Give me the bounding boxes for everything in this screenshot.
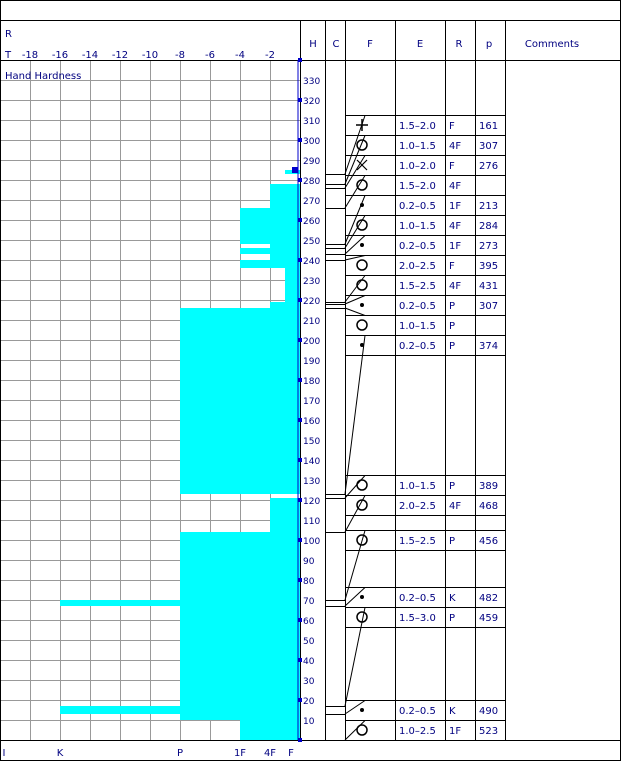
hardness-bar bbox=[180, 308, 300, 494]
height-label: 320 bbox=[303, 97, 321, 107]
column-header-comments: Comments bbox=[524, 39, 580, 50]
height-label: 210 bbox=[303, 317, 321, 327]
hardness-bar bbox=[240, 248, 300, 254]
hardness-bar bbox=[270, 304, 300, 308]
height-marker bbox=[298, 618, 302, 622]
layer-density: 389 bbox=[479, 481, 499, 492]
layer-grain-size: 2.0–2.5 bbox=[399, 501, 436, 512]
height-marker bbox=[298, 258, 302, 262]
column-header-e: E bbox=[416, 39, 424, 50]
column-header-c: C bbox=[332, 39, 340, 50]
layer-grain-size: 1.0–2.0 bbox=[399, 161, 436, 172]
hardness-bar bbox=[270, 184, 300, 208]
height-label: 300 bbox=[303, 137, 321, 147]
height-label: 130 bbox=[303, 477, 321, 487]
height-label: 90 bbox=[303, 557, 315, 567]
t-label: T bbox=[5, 50, 12, 61]
height-marker bbox=[298, 338, 302, 342]
height-marker bbox=[298, 658, 302, 662]
surface-marker bbox=[292, 167, 298, 173]
layer-grain-size: 0.2–0.5 bbox=[399, 201, 436, 212]
height-marker bbox=[298, 378, 302, 382]
height-marker bbox=[298, 218, 302, 222]
layer-grain-size: 1.5–3.0 bbox=[399, 613, 436, 624]
layer-hardness: P bbox=[449, 301, 456, 312]
layer-hardness: K bbox=[449, 593, 456, 604]
layer-grain-size: 1.0–1.5 bbox=[399, 141, 436, 152]
layer-hardness: 4F bbox=[449, 501, 462, 512]
height-label: 140 bbox=[303, 457, 321, 467]
column-header-p: p bbox=[485, 39, 493, 50]
height-marker bbox=[298, 738, 302, 742]
temperature-tick: -2 bbox=[265, 50, 275, 61]
temperature-tick: -4 bbox=[235, 50, 245, 61]
layer-grain-size: 1.5–2.5 bbox=[399, 536, 436, 547]
layer-density: 273 bbox=[479, 241, 499, 252]
layer-hardness: P bbox=[449, 321, 456, 332]
hardness-bar bbox=[270, 498, 300, 532]
hardness-scale-label: F bbox=[288, 748, 294, 759]
height-label: 260 bbox=[303, 217, 321, 227]
height-marker bbox=[298, 138, 302, 142]
layer-hardness: F bbox=[449, 261, 455, 272]
layer-grain-size: 1.0–1.5 bbox=[399, 481, 436, 492]
height-marker bbox=[298, 298, 302, 302]
height-label: 150 bbox=[303, 437, 321, 447]
layer-grain-size: 0.2–0.5 bbox=[399, 241, 436, 252]
height-label: 200 bbox=[303, 337, 321, 347]
temperature-tick: -10 bbox=[141, 50, 159, 61]
layer-density: 161 bbox=[479, 121, 499, 132]
layer-hardness: F bbox=[449, 121, 455, 132]
layer-hardness: P bbox=[449, 481, 456, 492]
height-marker bbox=[298, 578, 302, 582]
layer-hardness: P bbox=[449, 613, 456, 624]
hardness-scale-label: 1F bbox=[233, 748, 247, 759]
hardness-bar bbox=[240, 260, 300, 268]
layer-grain-size: 1.0–2.5 bbox=[399, 726, 436, 737]
temperature-tick: -8 bbox=[175, 50, 185, 61]
height-label: 160 bbox=[303, 417, 321, 427]
height-label: 20 bbox=[303, 697, 315, 707]
temperature-tick: -18 bbox=[21, 50, 39, 61]
height-label: 310 bbox=[303, 117, 321, 127]
temperature-tick: -16 bbox=[51, 50, 69, 61]
layer-density: 482 bbox=[479, 593, 499, 604]
layer-hardness: 1F bbox=[449, 201, 462, 212]
layer-grain-size: 0.2–0.5 bbox=[399, 593, 436, 604]
hardness-bar bbox=[60, 600, 300, 606]
height-marker bbox=[298, 538, 302, 542]
grain-dot-icon bbox=[360, 595, 364, 599]
height-marker bbox=[298, 458, 302, 462]
layer-hardness: 4F bbox=[449, 181, 462, 192]
layer-grain-size: 0.2–0.5 bbox=[399, 706, 436, 717]
layer-density: 490 bbox=[479, 706, 499, 717]
hardness-bar bbox=[270, 254, 300, 260]
layer-grain-size: 1.0–1.5 bbox=[399, 321, 436, 332]
layer-density: 276 bbox=[479, 161, 499, 172]
height-label: 280 bbox=[303, 177, 321, 187]
grain-dot-icon bbox=[360, 303, 364, 307]
column-header-r: R bbox=[455, 39, 463, 50]
height-label: 60 bbox=[303, 617, 315, 627]
layer-grain-size: 1.5–2.5 bbox=[399, 281, 436, 292]
height-label: 250 bbox=[303, 237, 321, 247]
layer-grain-size: 2.0–2.5 bbox=[399, 261, 436, 272]
layer-density: 431 bbox=[479, 281, 499, 292]
hardness-bar bbox=[180, 610, 300, 706]
height-label: 230 bbox=[303, 277, 321, 287]
layer-density: 374 bbox=[479, 341, 499, 352]
column-header-h: H bbox=[309, 39, 317, 50]
layer-grain-size: 0.2–0.5 bbox=[399, 341, 436, 352]
temperature-tick: -6 bbox=[205, 50, 215, 61]
layer-density: 213 bbox=[479, 201, 499, 212]
layer-hardness: 4F bbox=[449, 141, 462, 152]
hardness-bar bbox=[270, 302, 300, 304]
layer-density: 284 bbox=[479, 221, 499, 232]
hardness-scale-label: K bbox=[56, 748, 64, 759]
layer-grain-size: 1.0–1.5 bbox=[399, 221, 436, 232]
height-label: 100 bbox=[303, 537, 321, 547]
hardness-bar bbox=[240, 720, 300, 740]
hardness-bar bbox=[240, 208, 300, 244]
height-marker bbox=[298, 498, 302, 502]
height-marker bbox=[298, 178, 302, 182]
height-label: 30 bbox=[303, 677, 315, 687]
height-marker bbox=[298, 58, 302, 62]
grain-dot-icon bbox=[360, 243, 364, 247]
hardness-bar bbox=[180, 532, 300, 600]
height-marker bbox=[298, 98, 302, 102]
height-label: 70 bbox=[303, 597, 315, 607]
hardness-scale-label: 4F bbox=[263, 748, 277, 759]
height-label: 110 bbox=[303, 517, 321, 527]
layer-density: 459 bbox=[479, 613, 499, 624]
layer-density: 307 bbox=[479, 301, 499, 312]
layer-density: 468 bbox=[479, 501, 499, 512]
grain-dot-icon bbox=[360, 708, 364, 712]
column-header-f: F bbox=[367, 39, 373, 50]
height-label: 220 bbox=[303, 297, 321, 307]
layer-hardness: 4F bbox=[449, 281, 462, 292]
hardness-scale-label: P bbox=[176, 748, 184, 759]
hardness-bar bbox=[180, 714, 300, 720]
layer-density: 456 bbox=[479, 536, 499, 547]
layer-hardness: P bbox=[449, 536, 456, 547]
height-label: 270 bbox=[303, 197, 321, 207]
layer-grain-size: 0.2–0.5 bbox=[399, 301, 436, 312]
height-label: 80 bbox=[303, 577, 315, 587]
grain-dot-icon bbox=[360, 203, 364, 207]
temperature-tick: -12 bbox=[111, 50, 129, 61]
height-label: 330 bbox=[303, 77, 321, 87]
hardness-bar bbox=[60, 706, 300, 714]
layer-density: 395 bbox=[479, 261, 499, 272]
layer-density: 307 bbox=[479, 141, 499, 152]
height-label: 170 bbox=[303, 397, 321, 407]
height-label: 190 bbox=[303, 357, 321, 367]
height-label: 120 bbox=[303, 497, 321, 507]
height-label: 180 bbox=[303, 377, 321, 387]
height-label: 50 bbox=[303, 637, 315, 647]
grain-dot-icon bbox=[360, 343, 364, 347]
height-label: 290 bbox=[303, 157, 321, 167]
layer-hardness: 1F bbox=[449, 241, 462, 252]
hand-hardness-label: Hand Hardness bbox=[5, 71, 82, 82]
corner-label: R bbox=[5, 29, 12, 40]
layer-hardness: K bbox=[449, 706, 456, 717]
hardness-scale-label: I bbox=[2, 748, 6, 759]
layer-hardness: P bbox=[449, 341, 456, 352]
height-label: 10 bbox=[303, 717, 315, 727]
layer-hardness: 1F bbox=[449, 726, 462, 737]
layer-density: 523 bbox=[479, 726, 499, 737]
hardness-bar bbox=[270, 244, 300, 248]
layer-grain-size: 1.5–2.0 bbox=[399, 121, 436, 132]
temperature-tick: -14 bbox=[81, 50, 99, 61]
hardness-bar bbox=[180, 606, 300, 610]
layer-grain-size: 1.5–2.0 bbox=[399, 181, 436, 192]
layer-hardness: F bbox=[449, 161, 455, 172]
height-marker bbox=[298, 418, 302, 422]
height-label: 240 bbox=[303, 257, 321, 267]
height-marker bbox=[298, 698, 302, 702]
height-label: 40 bbox=[303, 657, 315, 667]
layer-hardness: 4F bbox=[449, 221, 462, 232]
